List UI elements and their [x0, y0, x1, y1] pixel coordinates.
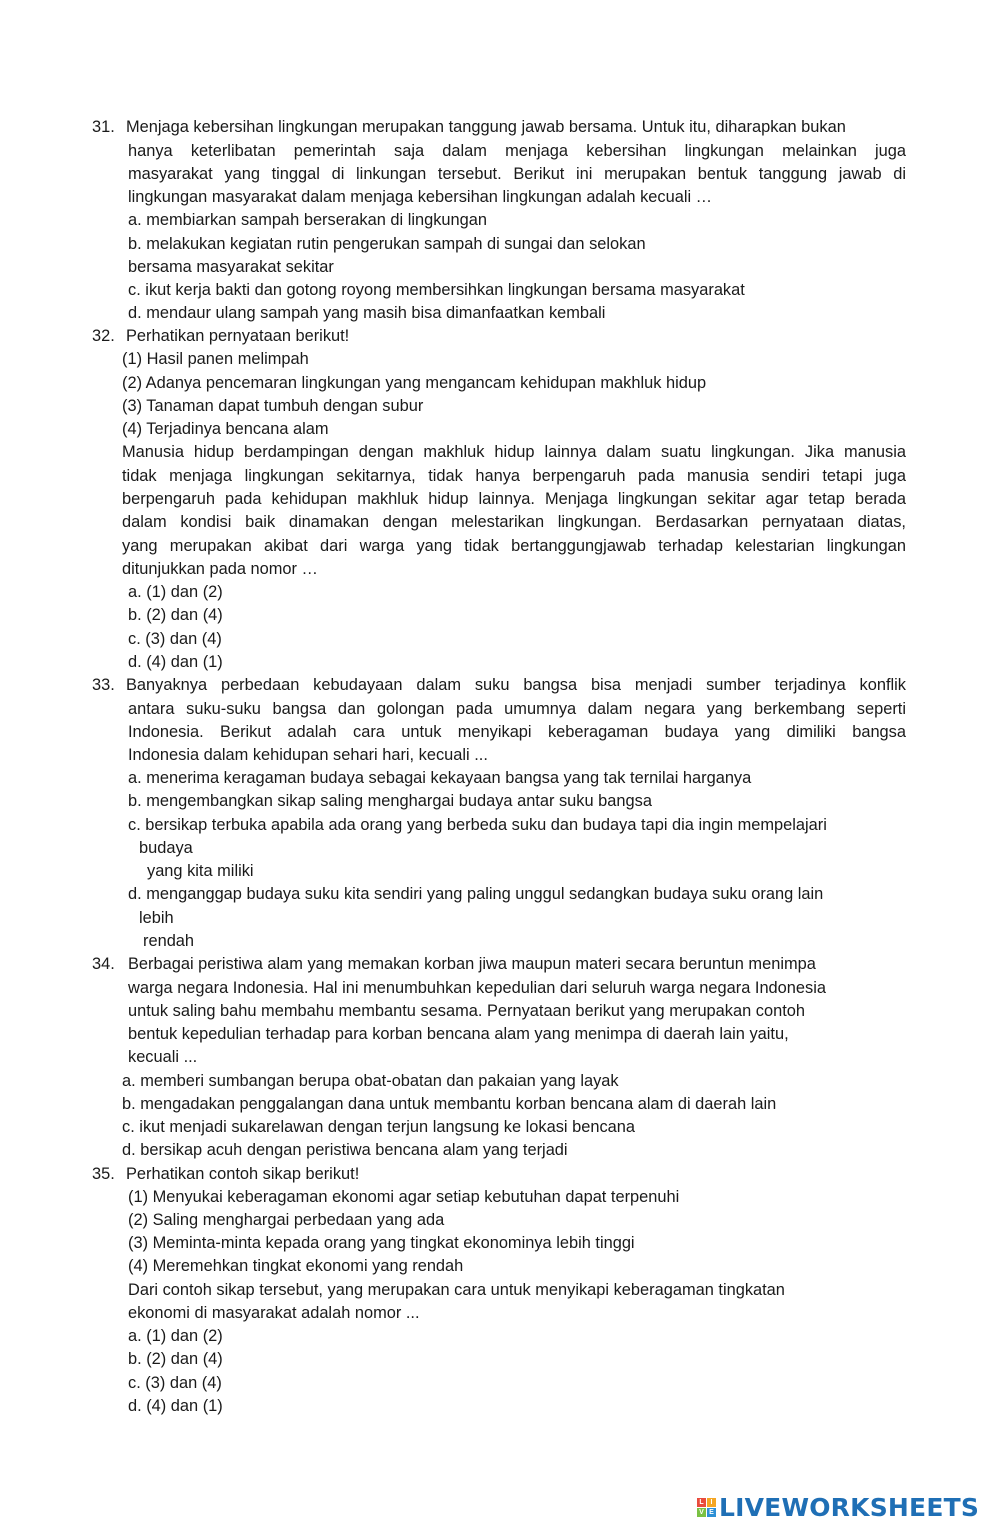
answer-option: a. menerima keragaman budaya sebagai kekayaan bangsa yang tak ternilai harganya	[128, 769, 752, 787]
answer-option: d. menganggap budaya suku kita sendiri yang paling unggul sedangkan budaya suku orang lain	[128, 885, 824, 903]
answer-option-continuation: yang kita miliki	[147, 862, 254, 880]
question-stem-line: antara suku-suku bangsa dan golongan pada umumnya dalam negara yang berkembang seperti	[128, 700, 906, 718]
question-stem-line: Perhatikan contoh sikap berikut!	[126, 1165, 360, 1183]
answer-option-continuation: budaya	[139, 839, 193, 857]
paragraph-line: ekonomi di masyarakat adalah nomor ...	[128, 1304, 420, 1322]
answer-option: a. (1) dan (2)	[128, 1327, 223, 1345]
logo-mark-tile: I	[707, 1498, 716, 1507]
answer-option: d. mendaur ulang sampah yang masih bisa dimanfaatkan kembali	[128, 304, 606, 322]
logo-text: LIVEWORKSHEETS	[719, 1492, 980, 1522]
answer-option: a. (1) dan (2)	[128, 583, 223, 601]
statement-item: (4) Meremehkan tingkat ekonomi yang rendah	[128, 1257, 464, 1275]
statement-item: (4) Terjadinya bencana alam	[122, 420, 329, 438]
question-stem-line: hanya keterlibatan pemerintah saja dalam menjaga kebersihan lingkungan melainkan juga	[128, 142, 906, 160]
answer-option: b. (2) dan (4)	[128, 1350, 223, 1368]
liveworksheets-logo[interactable]	[697, 1492, 997, 1522]
question-number: 34.	[92, 955, 115, 973]
answer-option: b. mengadakan penggalangan dana untuk membantu korban bencana alam di daerah lain	[122, 1095, 777, 1113]
paragraph-line: Dari contoh sikap tersebut, yang merupakan cara untuk menyikapi keberagaman tingkatan	[128, 1281, 785, 1299]
logo-mark-tile: V	[697, 1508, 706, 1517]
question-number: 33.	[92, 676, 115, 694]
question-stem-line: Berbagai peristiwa alam yang memakan korban jiwa maupun materi secara beruntun menimpa	[128, 955, 816, 973]
answer-option: b. mengembangkan sikap saling menghargai budaya antar suku bangsa	[128, 792, 652, 810]
question-stem-line: Perhatikan pernyataan berikut!	[126, 327, 350, 345]
question-stem-line: untuk saling bahu membahu membantu sesama. Pernyataan berikut yang merupakan contoh	[128, 1002, 805, 1020]
logo-mark-icon	[697, 1498, 716, 1517]
statement-item: (3) Meminta-minta kepada orang yang tingkat ekonominya lebih tinggi	[128, 1234, 635, 1252]
statement-item: (2) Saling menghargai perbedaan yang ada	[128, 1211, 445, 1229]
statement-item: (1) Menyukai keberagaman ekonomi agar setiap kebutuhan dapat terpenuhi	[128, 1188, 680, 1206]
answer-option: b. (2) dan (4)	[128, 606, 223, 624]
question-number: 31.	[92, 118, 115, 136]
question-number: 35.	[92, 1165, 115, 1183]
answer-option: d. (4) dan (1)	[128, 653, 223, 671]
statement-item: (3) Tanaman dapat tumbuh dengan subur	[122, 397, 424, 415]
answer-option: d. bersikap acuh dengan peristiwa bencana alam yang terjadi	[122, 1141, 568, 1159]
question-stem-line: bentuk kepedulian terhadap para korban bencana alam yang menimpa di daerah lain yaitu,	[128, 1025, 789, 1043]
question-number: 32.	[92, 327, 115, 345]
question-stem-line: lingkungan masyarakat dalam menjaga kebersihan lingkungan adalah kecuali …	[128, 188, 713, 206]
answer-option: a. membiarkan sampah berserakan di lingkungan	[128, 211, 487, 229]
question-stem-line: kecuali ...	[128, 1048, 198, 1066]
question-stem-line: masyarakat yang tinggal di linkungan tersebut. Berikut ini merupakan bentuk tanggung jawab di	[128, 165, 906, 183]
paragraph-line: yang merupakan akibat dari warga yang tidak bertanggungjawab terhadap kelestarian lingkungan	[122, 537, 906, 555]
question-stem-line: Banyaknya perbedaan kebudayaan dalam suku bangsa bisa menjadi sumber terjadinya konflik	[126, 676, 906, 694]
logo-mark-tile: L	[697, 1498, 706, 1507]
answer-option-continuation: lebih	[139, 909, 174, 927]
statement-item: (1) Hasil panen melimpah	[122, 350, 309, 368]
question-stem-line: Indonesia. Berikut adalah cara untuk menyikapi keberagaman budaya yang dimiliki bangsa	[128, 723, 906, 741]
paragraph-line: ditunjukkan pada nomor …	[122, 560, 318, 578]
answer-option: c. (3) dan (4)	[128, 630, 222, 648]
paragraph-line: berpengaruh pada kehidupan makhluk hidup lainnya. Menjaga lingkungan sekitar agar tetap berada	[122, 490, 906, 508]
paragraph-line: dalam kondisi baik dinamakan dengan melestarikan lingkungan. Berdasarkan pernyataan diatas,	[122, 513, 906, 531]
question-stem-line: warga negara Indonesia. Hal ini menumbuhkan kepedulian dari seluruh warga negara Indonesia	[128, 979, 826, 997]
answer-option: c. (3) dan (4)	[128, 1374, 222, 1392]
logo-mark-tile: E	[707, 1508, 716, 1517]
answer-option-continuation: rendah	[143, 932, 195, 950]
paragraph-line: Manusia hidup berdampingan dengan makhluk hidup lainnya dalam suatu lingkungan. Jika manusia	[122, 443, 906, 461]
statement-item: (2) Adanya pencemaran lingkungan yang mengancam kehidupan makhluk hidup	[122, 374, 707, 392]
answer-option-continuation: bersama masyarakat sekitar	[128, 258, 334, 276]
answer-option: d. (4) dan (1)	[128, 1397, 223, 1415]
answer-option: c. ikut kerja bakti dan gotong royong membersihkan lingkungan bersama masyarakat	[128, 281, 745, 299]
answer-option: c. bersikap terbuka apabila ada orang yang berbeda suku dan budaya tapi dia ingin mempelajari	[128, 816, 827, 834]
answer-option: a. memberi sumbangan berupa obat-obatan dan pakaian yang layak	[122, 1072, 619, 1090]
answer-option: c. ikut menjadi sukarelawan dengan terjun langsung ke lokasi bencana	[122, 1118, 635, 1136]
question-stem-line: Indonesia dalam kehidupan sehari hari, kecuali ...	[128, 746, 488, 764]
answer-option: b. melakukan kegiatan rutin pengerukan sampah di sungai dan selokan	[128, 235, 646, 253]
question-stem-line: Menjaga kebersihan lingkungan merupakan tanggung jawab bersama. Untuk itu, diharapkan bukan	[126, 118, 846, 136]
paragraph-line: tidak menjaga lingkungan sekitarnya, tidak hanya berpengaruh pada manusia sendiri tetapi juga	[122, 467, 906, 485]
